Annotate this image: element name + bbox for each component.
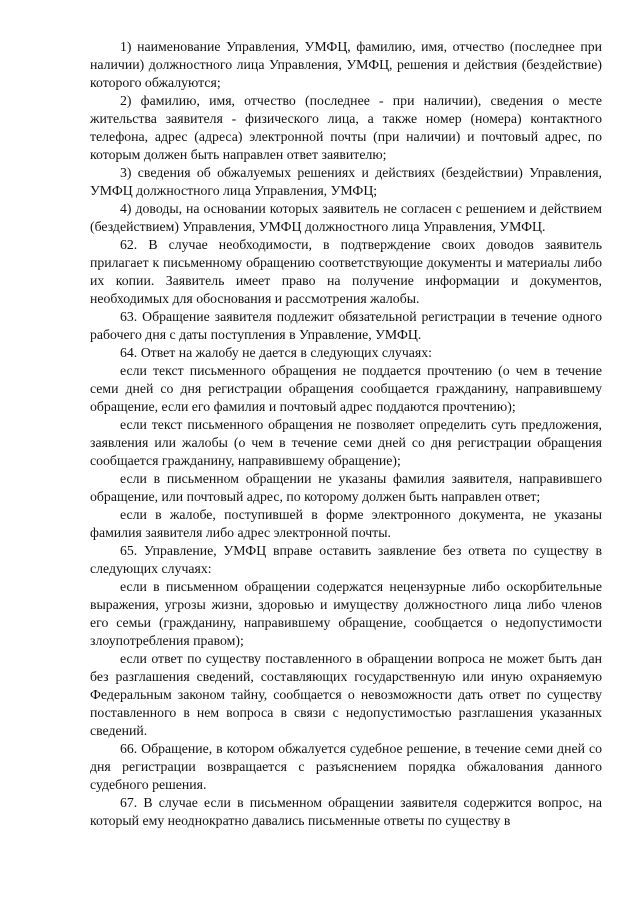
clause-64-case-2: если текст письменного обращения не позволяет определить суть предложения, заявления или жалобы (о чем в течение семи дней со дня регистрации обращения сообщается гражданину, направившему обращение); xyxy=(90,417,602,468)
clause-65-case-2: если ответ по существу поставленного в обращении вопроса не может быть дан без разглашения сведений, составляющих государственную или иную охраняемую Федеральным законом тайну, сообщается о невозможности дать ответ по существу поставленного в нем вопроса в связи с недопустимостью разглашения указанных сведений. xyxy=(90,651,602,738)
clause-67: 67. В случае если в письменном обращении заявителя содержится вопрос, на который ему неоднократно давались письменные ответы по существу в xyxy=(90,795,602,828)
list-item-1: 1) наименование Управления, УМФЦ, фамилию, имя, отчество (последнее при наличии) должностного лица Управления, УМФЦ, решения и действия (бездействие) которого обжалуются; xyxy=(90,39,602,90)
clause-64-case-4: если в жалобе, поступившей в форме электронного документа, не указаны фамилия заявителя либо адрес электронной почты. xyxy=(90,507,602,540)
clause-62: 62. В случае необходимости, в подтверждение своих доводов заявитель прилагает к письменному обращению соответствующие документы и материалы либо их копии. Заявитель имеет право на получение информации и документов, необходимых для обоснования и рассмотрения жалобы. xyxy=(90,237,602,306)
clause-65: 65. Управление, УМФЦ вправе оставить заявление без ответа по существу в следующих случаях: xyxy=(90,543,602,576)
list-item-4: 4) доводы, на основании которых заявитель не согласен с решением и действием (бездействием) Управления, УМФЦ должностного лица Управления, УМФЦ. xyxy=(90,201,602,234)
clause-64: 64. Ответ на жалобу не дается в следующих случаях: xyxy=(120,345,432,360)
clause-64-case-3: если в письменном обращении не указаны фамилия заявителя, направившего обращение, или почтовый адрес, по которому должен быть направлен ответ; xyxy=(90,471,602,504)
list-item-3: 3) сведения об обжалуемых решениях и действиях (бездействии) Управления, УМФЦ должностного лица Управления, УМФЦ; xyxy=(90,165,602,198)
clause-64-case-1: если текст письменного обращения не поддается прочтению (о чем в течение семи дней со дня регистрации обращения сообщается гражданину, направившему обращение, если его фамилия и почтовый адрес поддаются прочтению); xyxy=(90,363,602,414)
clause-66: 66. Обращение, в котором обжалуется судебное решение, в течение семи дней со дня регистрации возвращается с разъяснением порядка обжалования данного судебного решения. xyxy=(90,741,602,792)
document-page xyxy=(90,38,602,830)
clause-63: 63. Обращение заявителя подлежит обязательной регистрации в течение одного рабочего дня с даты поступления в Управление, УМФЦ. xyxy=(90,309,602,342)
list-item-2: 2) фамилию, имя, отчество (последнее - при наличии), сведения о месте жительства заявителя - физического лица, а также номер (номера) контактного телефона, адрес (адреса) электронной почты (при наличии) и почтовый адрес, по которым должен быть направлен ответ заявителю; xyxy=(90,93,602,162)
clause-65-case-1: если в письменном обращении содержатся нецензурные либо оскорбительные выражения, угрозы жизни, здоровью и имуществу должностного лица либо членов его семьи (гражданину, направившему обращение, сообщается о недопустимости злоупотребления правом); xyxy=(90,579,602,648)
